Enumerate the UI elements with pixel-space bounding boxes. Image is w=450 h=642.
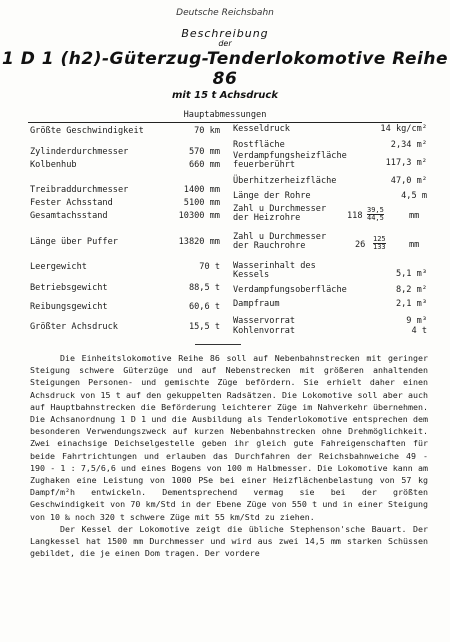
document-title: 1 D 1 (h2)-Güterzug-Tenderlokomotive Reihe 86	[2, 49, 448, 89]
spec-value: 70 t	[199, 262, 220, 272]
spec-value: 1400 mm	[183, 185, 220, 195]
title-line-2: der	[218, 39, 232, 48]
spec-row	[233, 191, 427, 201]
spec-unit: mm	[409, 211, 420, 221]
spec-value: 4,5 m	[401, 191, 427, 201]
spec-value: 15,5 t	[188, 322, 220, 332]
spec-row	[233, 299, 427, 309]
title-subline: mit 15 t Achsdruck	[172, 90, 278, 101]
spec-label: Kesseldruck	[233, 124, 290, 134]
title-block	[0, 27, 450, 101]
fraction-denominator: 133	[373, 243, 386, 251]
spec-value: 660 mm	[188, 160, 220, 170]
spec-label: Zylinderdurchmesser	[30, 147, 129, 157]
paragraph: Die Einheitslokomotive Reihe 86 soll auf Nebenbahnstrecken mit geringer Steigung schwere Güterzüge und auf Nebenstrecken mit größeren anhaltenden Steigungen Personen- und gemischte Züge befördern. Sie erhielt daher einen Achsdruck von 15 t auf den gekuppelten Radsätzen. Die Lokomotive soll aber auch auf Hauptbahnstrecken die Beförderung leichterer Züge im Nahverkehr übernehmen. Die Achsanordnung 1 D 1 und die Ausbildung als Tenderlokomotive entsprechen dem besonderen Verwendungszweck auf kurzen Nebenbahnstrecken ohne Drehmöglichkeit. Zwei einachsige Deichselgestelle geben ihr gleich gute Fahreigenschaften für beide Fahrtrichtungen und erlauben das Durchfahren der Reichsbahnweiche 49 - 190 - 1 : 7,5/6,6 und eines Bogens von 100 m Halbmesser. Die Lokomotive kann am Zughaken eine Leistung von 1000 PSe bei einer Heizflächenbelastung von 57 kg Dampf/m²h entwickeln. Dementsprechend vermag sie bei der größten Geschwindigkeit von 70 km/Std in der Ebene Züge von 550 t und in einer Steigung von 10 ‰ noch 320 t schwere Züge mit 55 km/Std zu ziehen.	[30, 353, 428, 522]
spec-label: Betriebsgewicht	[30, 283, 108, 293]
spec-label: Fester Achsstand	[30, 198, 113, 208]
spec-row	[30, 302, 220, 312]
spec-label: Leergewicht	[30, 262, 87, 272]
spec-value: 13820 mm	[178, 237, 220, 247]
publisher-header: Deutsche Reichsbahn	[176, 8, 274, 18]
spec-value: 5100 mm	[183, 198, 220, 208]
spec-value: 60,6 t	[188, 302, 220, 312]
spec-value: 2,34 m²	[390, 140, 427, 150]
spec-row	[30, 160, 220, 170]
spec-label: Kolbenhub	[30, 160, 77, 170]
spec-unit: mm	[409, 240, 420, 250]
spec-label: Rostfläche	[233, 140, 285, 150]
spec-row	[30, 198, 220, 208]
spec-row	[233, 326, 427, 336]
diameter-fraction	[373, 236, 386, 251]
spec-label: Gesamtachsstand	[30, 211, 108, 221]
spec-row	[233, 140, 427, 150]
spec-value: 5,1 m³	[395, 269, 427, 279]
diameter-fraction	[367, 207, 384, 222]
spec-label: Länge über Puffer	[30, 237, 118, 247]
spec-row	[30, 126, 220, 136]
spec-row	[30, 237, 220, 247]
spec-label: Größte Geschwindigkeit	[30, 126, 144, 136]
spec-label: Zahl u Durchmesser der Heizrohre	[233, 204, 327, 223]
spec-value: 2,1 m³	[395, 299, 427, 309]
spec-value: 10300 mm	[178, 211, 220, 221]
spec-value: 70 km	[194, 126, 220, 136]
specs-heading: Hauptabmessungen	[183, 110, 267, 120]
spec-row	[30, 185, 220, 195]
spec-value: 117,3 m²	[385, 158, 427, 168]
spec-row	[233, 262, 427, 282]
specs-rule	[28, 122, 422, 123]
title-line-1: Beschreibung	[181, 27, 269, 40]
spec-label: Dampfraum	[233, 299, 280, 309]
spec-row	[233, 124, 427, 134]
spec-value: 570 mm	[188, 147, 220, 157]
spec-label: Kohlenvorrat	[233, 326, 296, 336]
spec-label: Größter Achsdruck	[30, 322, 118, 332]
spec-label: Wasserinhalt des Kessels	[233, 261, 316, 280]
spec-label: Zahl u Durchmesser der Rauchrohre	[233, 232, 327, 251]
fraction-denominator: 44,5	[367, 214, 384, 222]
spec-value: 88,5 t	[188, 283, 220, 293]
spec-row	[30, 147, 220, 157]
spec-row	[233, 176, 427, 186]
spec-label: Verdampfungsheizfläche feuerberührt	[233, 151, 347, 170]
spec-value: 14 kg/cm²	[380, 124, 427, 134]
spec-row	[30, 322, 220, 332]
spec-label: Reibungsgewicht	[30, 302, 108, 312]
spec-label: Überhitzerheizfläche	[233, 176, 337, 186]
spec-value: 26	[355, 240, 366, 250]
spec-value: 9 m³	[406, 316, 427, 326]
spec-value: 118	[347, 211, 363, 221]
spec-value: 8,2 m²	[395, 285, 427, 295]
spec-row	[30, 283, 220, 293]
paragraph: Der Kessel der Lokomotive zeigt die übliche Stephenson'sche Bauart. Der Langkessel hat 1500 mm Durchmesser und wird aus zwei 14,5 mm starken Schüssen gebildet, die je einen Dom tragen. Der vordere	[30, 523, 428, 559]
spec-row	[30, 262, 220, 272]
spec-label: Verdampfungsoberfläche	[233, 285, 347, 295]
section-divider	[195, 344, 241, 345]
fraction-numerator: 39,5	[367, 206, 384, 214]
spec-row	[233, 233, 427, 255]
spec-row	[233, 205, 427, 227]
spec-label: Wasservorrat	[233, 316, 296, 326]
spec-row	[233, 316, 427, 326]
fraction-numerator: 125	[373, 235, 386, 243]
spec-label: Länge der Rohre	[233, 191, 311, 201]
spec-value: 4 t	[411, 326, 427, 336]
description-text	[30, 352, 428, 559]
spec-row	[233, 285, 427, 295]
spec-row	[233, 152, 427, 172]
spec-label: Treibraddurchmesser	[30, 185, 129, 195]
spec-value: 47,0 m²	[390, 176, 427, 186]
spec-row	[30, 211, 220, 221]
